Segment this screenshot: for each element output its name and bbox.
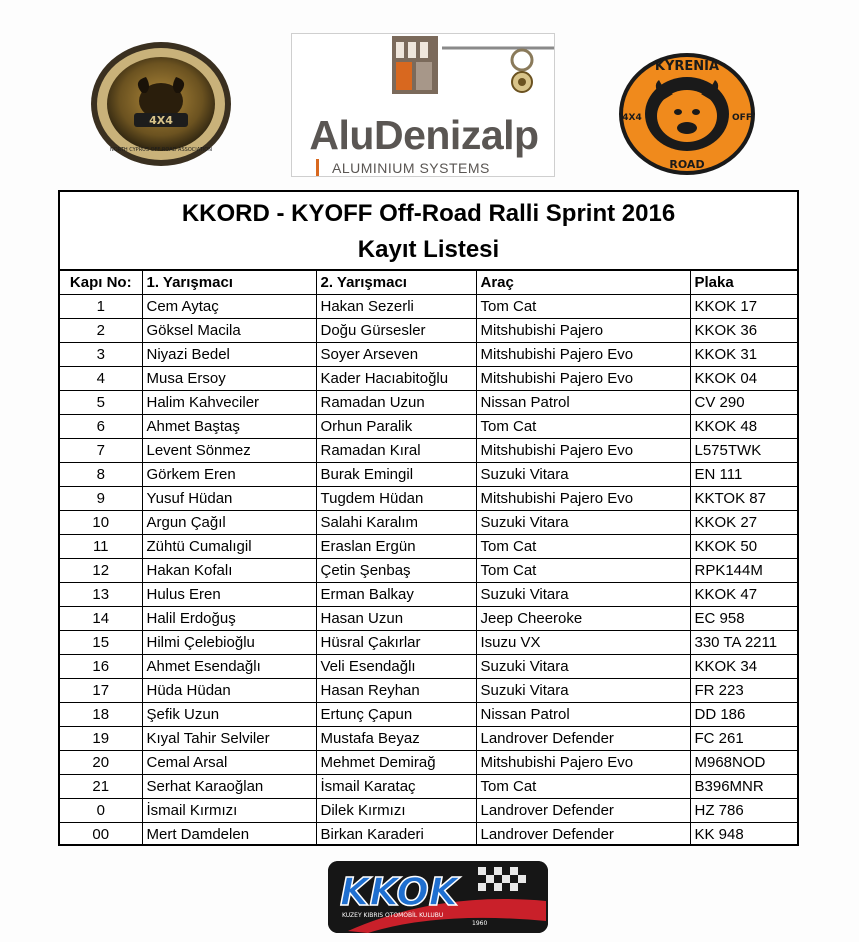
table-row bbox=[60, 775, 797, 799]
cell-plate: KKOK 50 bbox=[690, 535, 797, 559]
cell-plate: KKOK 27 bbox=[690, 511, 797, 535]
table-row bbox=[60, 559, 797, 583]
cell-vehicle: Suzuki Vitara bbox=[476, 463, 690, 487]
cell-vehicle: Mitshubishi Pajero Evo bbox=[476, 367, 690, 391]
cell-vehicle: Jeep Cheeroke bbox=[476, 607, 690, 631]
cell-driver1: Hakan Kofalı bbox=[142, 559, 316, 583]
table-row bbox=[60, 583, 797, 607]
table-row bbox=[60, 391, 797, 415]
cell-no: 21 bbox=[60, 775, 142, 799]
cell-vehicle: Nissan Patrol bbox=[476, 703, 690, 727]
table-row bbox=[60, 295, 797, 319]
cell-driver2: Eraslan Ergün bbox=[316, 535, 476, 559]
cell-driver2: Soyer Arseven bbox=[316, 343, 476, 367]
cell-driver1: Halil Erdoğuş bbox=[142, 607, 316, 631]
cell-driver2: Orhun Paralik bbox=[316, 415, 476, 439]
kkok-year: 1960 bbox=[472, 920, 488, 927]
cell-vehicle: Mitshubishi Pajero Evo bbox=[476, 751, 690, 775]
cell-driver1: Cem Aytaç bbox=[142, 295, 316, 319]
cell-driver1: Göksel Macila bbox=[142, 319, 316, 343]
cell-plate: KKOK 04 bbox=[690, 367, 797, 391]
aludenizalp-logo bbox=[291, 33, 555, 177]
cell-driver2: Mehmet Demirağ bbox=[316, 751, 476, 775]
right-logo-side-right: OFF bbox=[732, 113, 752, 123]
registration-table bbox=[60, 270, 797, 846]
cell-driver1: Ahmet Baştaş bbox=[142, 415, 316, 439]
cell-driver1: Niyazi Bedel bbox=[142, 343, 316, 367]
cell-no: 6 bbox=[60, 415, 142, 439]
cell-plate: KKOK 34 bbox=[690, 655, 797, 679]
table-row bbox=[60, 439, 797, 463]
cell-driver2: Hasan Reyhan bbox=[316, 679, 476, 703]
header-vehicle: Araç bbox=[476, 271, 690, 295]
cell-plate: KK 948 bbox=[690, 823, 797, 847]
left-logo-badge: 4X4 bbox=[149, 114, 173, 127]
table-row bbox=[60, 367, 797, 391]
cell-driver2: Ramadan Kıral bbox=[316, 439, 476, 463]
cell-no: 16 bbox=[60, 655, 142, 679]
cell-no: 10 bbox=[60, 511, 142, 535]
cell-vehicle: Nissan Patrol bbox=[476, 391, 690, 415]
cell-vehicle: Isuzu VX bbox=[476, 631, 690, 655]
cell-vehicle: Suzuki Vitara bbox=[476, 511, 690, 535]
table-row bbox=[60, 679, 797, 703]
table-body bbox=[60, 295, 797, 847]
header-door-no: Kapı No: bbox=[60, 271, 142, 295]
cell-driver1: Levent Sönmez bbox=[142, 439, 316, 463]
ram-4x4-emblem-icon bbox=[90, 41, 232, 167]
cell-no: 19 bbox=[60, 727, 142, 751]
cell-driver2: Çetin Şenbaş bbox=[316, 559, 476, 583]
cell-no: 1 bbox=[60, 295, 142, 319]
cell-plate: FR 223 bbox=[690, 679, 797, 703]
table-row bbox=[60, 415, 797, 439]
table-header-row bbox=[60, 271, 797, 295]
cell-vehicle: Mitshubishi Pajero Evo bbox=[476, 487, 690, 511]
cell-driver1: Yusuf Hüdan bbox=[142, 487, 316, 511]
cell-plate: FC 261 bbox=[690, 727, 797, 751]
kkok-wordmark: KKOK bbox=[340, 870, 459, 914]
cell-no: 00 bbox=[60, 823, 142, 847]
cell-driver1: İsmail Kırmızı bbox=[142, 799, 316, 823]
cell-driver1: Cemal Arsal bbox=[142, 751, 316, 775]
cell-vehicle: Suzuki Vitara bbox=[476, 679, 690, 703]
cell-plate: KKTOK 87 bbox=[690, 487, 797, 511]
table-row bbox=[60, 607, 797, 631]
cell-driver2: Burak Emingil bbox=[316, 463, 476, 487]
cell-plate: B396MNR bbox=[690, 775, 797, 799]
cell-no: 20 bbox=[60, 751, 142, 775]
right-logo-bottom-text: ROAD bbox=[669, 158, 705, 171]
cell-vehicle: Suzuki Vitara bbox=[476, 655, 690, 679]
cell-driver1: Şefik Uzun bbox=[142, 703, 316, 727]
page-subtitle: Kayıt Listesi bbox=[357, 236, 500, 263]
cell-driver2: Veli Esendağlı bbox=[316, 655, 476, 679]
cell-no: 12 bbox=[60, 559, 142, 583]
cell-vehicle: Tom Cat bbox=[476, 559, 690, 583]
sponsor-logos bbox=[0, 0, 859, 190]
cell-plate: DD 186 bbox=[690, 703, 797, 727]
cell-plate: 330 TA 2211 bbox=[690, 631, 797, 655]
building-pin-icon bbox=[292, 34, 556, 114]
cell-no: 5 bbox=[60, 391, 142, 415]
cell-no: 17 bbox=[60, 679, 142, 703]
cell-no: 7 bbox=[60, 439, 142, 463]
right-logo-top-text: KYRENIA bbox=[654, 59, 720, 74]
cell-driver1: Kıyal Tahir Selviler bbox=[142, 727, 316, 751]
cell-driver2: İsmail Karataç bbox=[316, 775, 476, 799]
checkered-flag-icon bbox=[328, 861, 548, 933]
cell-driver2: Birkan Karaderi bbox=[316, 823, 476, 847]
cell-plate: HZ 786 bbox=[690, 799, 797, 823]
cell-no: 8 bbox=[60, 463, 142, 487]
cell-plate: KKOK 48 bbox=[690, 415, 797, 439]
cell-driver2: Ertunç Çapun bbox=[316, 703, 476, 727]
cell-driver1: Hilmi Çelebioğlu bbox=[142, 631, 316, 655]
cell-driver1: Hüda Hüdan bbox=[142, 679, 316, 703]
cell-driver2: Doğu Gürsesler bbox=[316, 319, 476, 343]
cell-driver1: Musa Ersoy bbox=[142, 367, 316, 391]
cell-vehicle: Mitshubishi Pajero Evo bbox=[476, 439, 690, 463]
cell-vehicle: Landrover Defender bbox=[476, 823, 690, 847]
cell-plate: M968NOD bbox=[690, 751, 797, 775]
cell-vehicle: Tom Cat bbox=[476, 415, 690, 439]
cell-no: 2 bbox=[60, 319, 142, 343]
cell-no: 9 bbox=[60, 487, 142, 511]
table-row bbox=[60, 343, 797, 367]
cell-driver2: Hakan Sezerli bbox=[316, 295, 476, 319]
table-row bbox=[60, 799, 797, 823]
cell-plate: RPK144M bbox=[690, 559, 797, 583]
cell-driver2: Dilek Kırmızı bbox=[316, 799, 476, 823]
cell-plate: KKOK 36 bbox=[690, 319, 797, 343]
cell-driver1: Ahmet Esendağlı bbox=[142, 655, 316, 679]
table-row bbox=[60, 727, 797, 751]
title-block bbox=[60, 192, 797, 270]
cell-vehicle: Landrover Defender bbox=[476, 799, 690, 823]
kkok-logo bbox=[328, 861, 548, 933]
cell-vehicle: Suzuki Vitara bbox=[476, 583, 690, 607]
bull-kyrenia-emblem-icon bbox=[618, 52, 756, 176]
table-row bbox=[60, 487, 797, 511]
page-title: KKORD - KYOFF Off-Road Ralli Sprint 2016 bbox=[181, 200, 676, 227]
cell-no: 11 bbox=[60, 535, 142, 559]
table-row bbox=[60, 631, 797, 655]
cell-vehicle: Mitshubishi Pajero Evo bbox=[476, 343, 690, 367]
left-logo-ring-text: NORTH CYPRUS OFF ROAD ASSOCIATION bbox=[110, 147, 212, 153]
cell-plate: CV 290 bbox=[690, 391, 797, 415]
table-row bbox=[60, 655, 797, 679]
cell-driver2: Ramadan Uzun bbox=[316, 391, 476, 415]
registration-sheet bbox=[58, 190, 799, 846]
cell-plate: EN 111 bbox=[690, 463, 797, 487]
cell-driver1: Görkem Eren bbox=[142, 463, 316, 487]
cell-driver2: Kader Hacıabitoğlu bbox=[316, 367, 476, 391]
cell-vehicle: Tom Cat bbox=[476, 775, 690, 799]
cell-vehicle: Tom Cat bbox=[476, 295, 690, 319]
cell-driver1: Argun Çağıl bbox=[142, 511, 316, 535]
table-row bbox=[60, 463, 797, 487]
header-driver1: 1. Yarışmacı bbox=[142, 271, 316, 295]
cell-driver2: Erman Balkay bbox=[316, 583, 476, 607]
aludenizalp-subtitle: ALUMINIUM SYSTEMS bbox=[332, 160, 490, 176]
cell-no: 0 bbox=[60, 799, 142, 823]
aludenizalp-wordmark: AluDenizalp bbox=[309, 112, 539, 158]
cell-plate: EC 958 bbox=[690, 607, 797, 631]
cell-vehicle: Tom Cat bbox=[476, 535, 690, 559]
cell-driver2: Hasan Uzun bbox=[316, 607, 476, 631]
table-row bbox=[60, 823, 797, 847]
table-row bbox=[60, 751, 797, 775]
table-row bbox=[60, 319, 797, 343]
cell-no: 13 bbox=[60, 583, 142, 607]
cell-driver1: Serhat Karaoğlan bbox=[142, 775, 316, 799]
cell-plate: KKOK 17 bbox=[690, 295, 797, 319]
cell-driver2: Tugdem Hüdan bbox=[316, 487, 476, 511]
cell-driver2: Hüsral Çakırlar bbox=[316, 631, 476, 655]
right-logo-side-left: 4X4 bbox=[622, 113, 642, 123]
table-row bbox=[60, 511, 797, 535]
header-driver2: 2. Yarışmacı bbox=[316, 271, 476, 295]
cell-no: 15 bbox=[60, 631, 142, 655]
cell-plate: KKOK 47 bbox=[690, 583, 797, 607]
cell-vehicle: Landrover Defender bbox=[476, 727, 690, 751]
cell-driver2: Mustafa Beyaz bbox=[316, 727, 476, 751]
cell-driver1: Halim Kahveciler bbox=[142, 391, 316, 415]
aludenizalp-accent-bar bbox=[316, 159, 319, 176]
header-plate: Plaka bbox=[690, 271, 797, 295]
kkok-subtitle: KUZEY KIBRIS OTOMOBİL KULUBU bbox=[342, 912, 444, 919]
cell-vehicle: Mitshubishi Pajero bbox=[476, 319, 690, 343]
cell-driver2: Salahi Karalım bbox=[316, 511, 476, 535]
cell-driver1: Mert Damdelen bbox=[142, 823, 316, 847]
cell-driver1: Hulus Eren bbox=[142, 583, 316, 607]
cell-driver1: Zühtü Cumalıgil bbox=[142, 535, 316, 559]
cell-no: 4 bbox=[60, 367, 142, 391]
cell-no: 14 bbox=[60, 607, 142, 631]
table-row bbox=[60, 535, 797, 559]
cell-no: 3 bbox=[60, 343, 142, 367]
cell-plate: KKOK 31 bbox=[690, 343, 797, 367]
cell-plate: L575TWK bbox=[690, 439, 797, 463]
table-row bbox=[60, 703, 797, 727]
cell-no: 18 bbox=[60, 703, 142, 727]
